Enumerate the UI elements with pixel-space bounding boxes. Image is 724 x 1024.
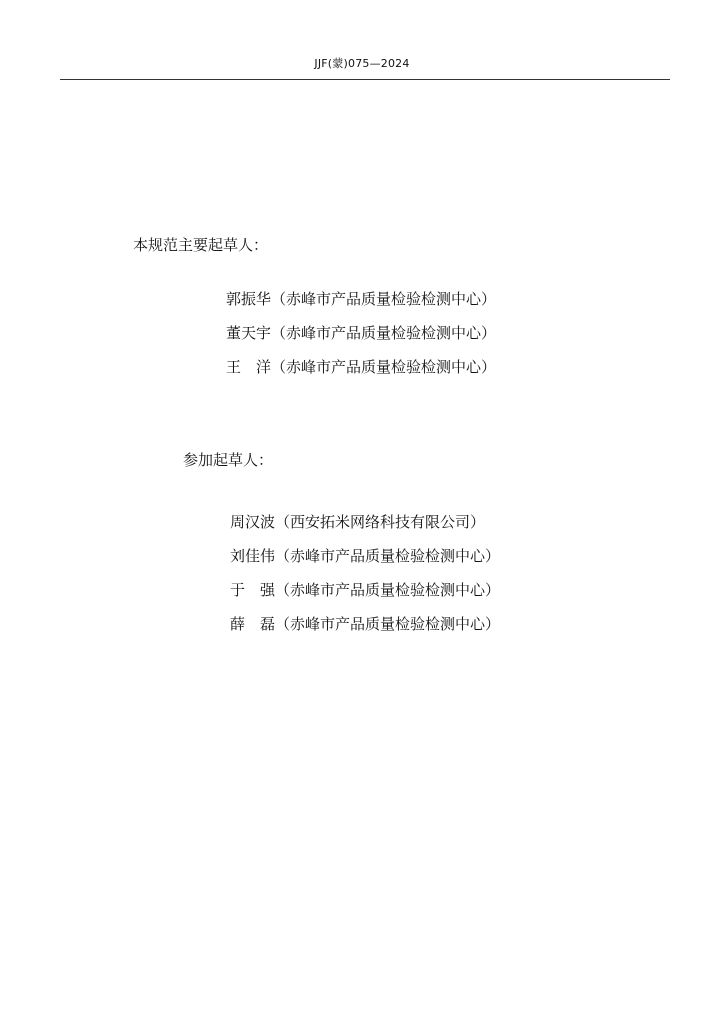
participating-drafters-heading: 参加起草人：	[183, 451, 274, 469]
drafter-item: 周汉波（西安拓米网络科技有限公司）	[230, 513, 486, 531]
main-drafters-heading: 本规范主要起草人：	[133, 236, 269, 254]
drafter-item: 刘佳伟（赤峰市产品质量检验检测中心）	[230, 547, 501, 565]
drafter-item: 王 洋（赤峰市产品质量检验检测中心）	[226, 358, 497, 376]
drafter-item: 董天宇（赤峰市产品质量检验检测中心）	[226, 324, 497, 342]
main-drafters-list	[226, 282, 496, 384]
header-divider	[60, 79, 670, 80]
drafter-item: 薛 磊（赤峰市产品质量检验检测中心）	[230, 615, 501, 633]
document-code: JJF(蒙)075—2024	[314, 57, 410, 70]
drafter-item: 郭振华（赤峰市产品质量检验检测中心）	[226, 290, 497, 308]
drafter-item: 于 强（赤峰市产品质量检验检测中心）	[230, 581, 501, 599]
participating-drafters-list	[230, 505, 500, 641]
